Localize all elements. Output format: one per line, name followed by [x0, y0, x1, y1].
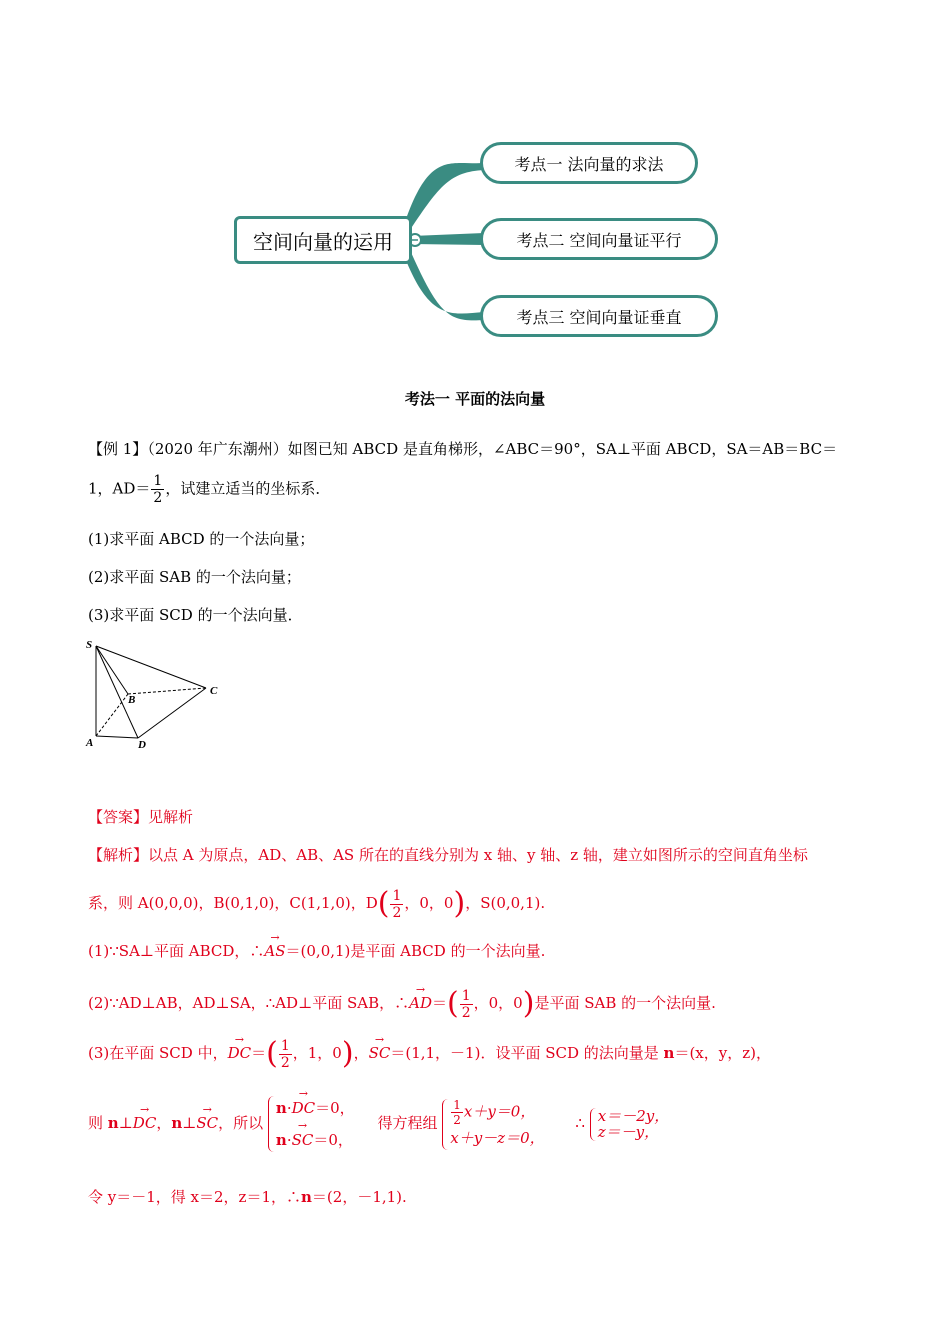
label-S: S: [86, 639, 93, 651]
fraction-half: $\frac{1}{2}$: [153, 473, 163, 506]
example-source: （2020 年广东潮州）: [147, 440, 288, 458]
equation-system-2: $\frac{1}{2}$ x＋y＝0， x＋y－z＝0，: [442, 1099, 544, 1150]
answer-line: [88, 808, 193, 826]
equation-system-1: n·→ DC＝0， n·→ SC＝0，: [268, 1096, 355, 1152]
edge-DC: [138, 688, 206, 738]
solution-part-3: (3)在平面 SCD 中，→ DC＝( $\frac{1}{2}$ ，1，0)，→ SC＝(1,1，－1)．设平面 SCD 的法向量是 n＝(x，y，z)，: [88, 1036, 771, 1072]
mindmap-central-node: 空间向量的运用: [234, 216, 412, 264]
pyramid-diagram: [82, 636, 232, 756]
example-line-1: [88, 440, 837, 458]
mindmap-branch-2: 考点二 空间向量证平行: [480, 218, 718, 260]
question-3: (3)求平面 SCD 的一个法向量．: [88, 606, 303, 624]
connector-bottom: [405, 250, 484, 320]
mindmap-branch-1: 考点一 法向量的求法: [480, 142, 698, 184]
edge-SB: [96, 646, 128, 694]
edge-BC: [128, 688, 206, 694]
connector-top: [405, 163, 484, 230]
edge-AD: [96, 736, 138, 738]
label-D: D: [138, 739, 146, 751]
label-C: C: [210, 685, 218, 697]
solution-part-1: (1)∵SA⊥平面 ABCD，∴→ AS＝(0,0,1)是平面 ABCD 的一个法向量.: [88, 942, 545, 960]
answer-label: 【答案】: [88, 808, 149, 826]
section-title: 考法一 平面的法向量: [404, 390, 546, 408]
mindmap-connectors: [0, 0, 950, 360]
connector-middle: [412, 233, 484, 245]
solution-label: 【解析】: [88, 846, 149, 864]
solution-line-1: 【解析】以点 A 为原点，AD、AB、AS 所在的直线分别为 x 轴、y 轴、z 轴，建立如图所示的空间直角坐标: [88, 846, 808, 864]
label-B: B: [128, 694, 136, 706]
example-statement: 如图已知 ABCD 是直角梯形，∠ABC＝90°，SA⊥平面 ABCD，SA＝AB＝BC＝: [287, 440, 838, 458]
question-2: (2)求平面 SAB 的一个法向量；: [88, 568, 301, 586]
edge-AB: [96, 694, 128, 736]
equation-system-3: x＝－2y， z＝－y，: [590, 1108, 669, 1141]
label-A: A: [86, 737, 94, 749]
solution-part-5: 令 y＝－1，得 x＝2，z＝1，∴n＝(2，－1,1).: [88, 1188, 407, 1206]
mindmap-branch-3: 考点三 空间向量证垂直: [480, 295, 718, 337]
example-label: 【例 1】: [88, 440, 148, 458]
solution-part-2: (2)∵AD⊥AB，AD⊥SA，∴AD⊥平面 SAB，∴→ AD＝( $\frac{1}{2}$ ，0，0)是平面 SAB 的一个法向量.: [88, 986, 716, 1022]
answer-text: 见解析: [148, 808, 194, 826]
example-line-2: 1，AD＝ $\frac{1}{2}$ ，试建立适当的坐标系．: [88, 473, 331, 506]
solution-line-2: 系，则 A(0,0,0)，B(0,1,0)，C(1,1,0)，D( $\frac{1}{2}$ ，0，0)，S(0,0,1).: [88, 886, 546, 921]
question-1: (1)求平面 ABCD 的一个法向量；: [88, 530, 315, 548]
solution-part-4: 则 n⊥→ DC，n⊥→ SC，所以 n·→ DC＝0， n·→ SC＝0， 得方程组 $\frac{1}{2}$ x＋y＝0， x＋y－z＝0， ∴ x＝－2y， z＝－y，: [88, 1096, 669, 1152]
